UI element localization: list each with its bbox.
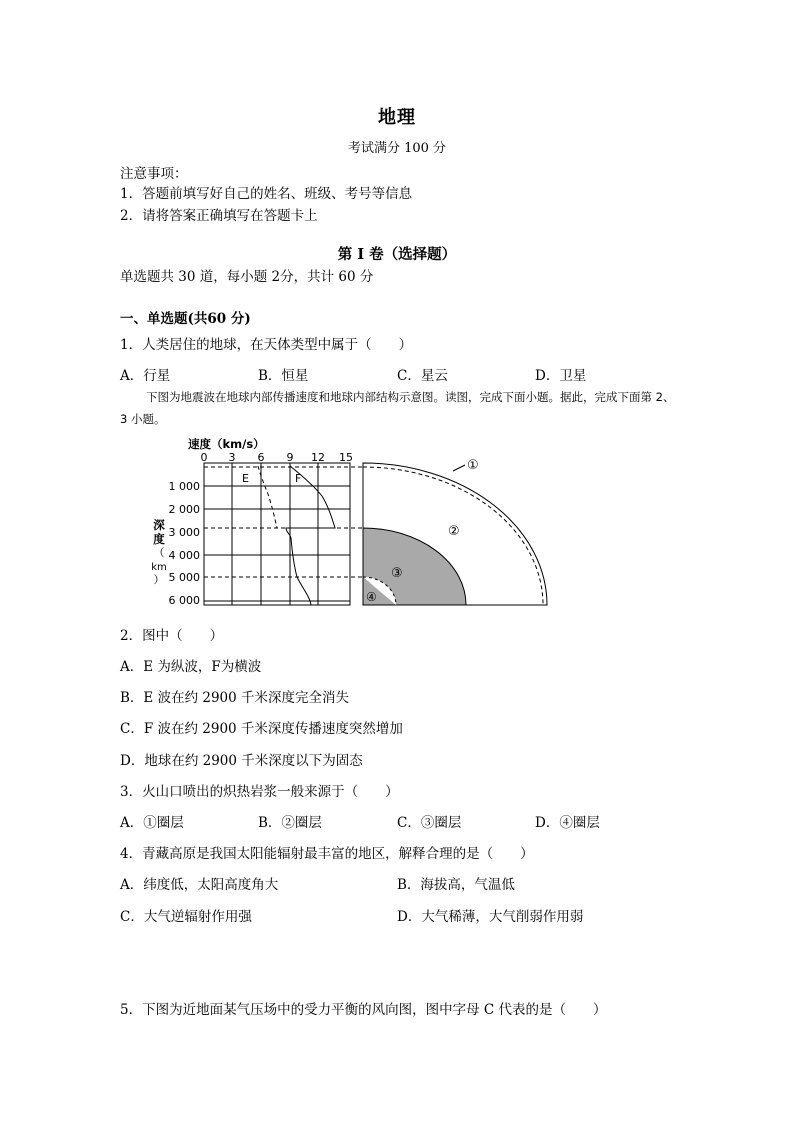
q4-option-c[interactable]: C．大气逆辐射作用强: [120, 909, 252, 925]
f-wave-label: F: [295, 472, 302, 485]
question-3-stem: 3．火山口喷出的炽热岩浆一般来源于（ ）: [120, 784, 399, 800]
depth-axis-label: （: [153, 546, 165, 559]
q2-option-b[interactable]: B．E 波在约 2900 千米深度完全消失: [120, 690, 350, 706]
note-item: 2．请将答案正确填写在答题卡上: [120, 208, 318, 224]
question-4-stem: 4．青藏高原是我国太阳能辐射最丰富的地区，解释合理的是（ ）: [120, 846, 534, 862]
label-1-pointer: [453, 465, 465, 471]
question-2-stem: 2．图中（ ）: [120, 628, 224, 644]
y-tick: 2 000: [168, 503, 200, 516]
q2-option-c[interactable]: C．F 波在约 2900 千米深度传播速度突然增加: [120, 721, 403, 737]
x-tick: 15: [339, 451, 353, 464]
page-title: 地理: [378, 107, 416, 128]
e-wave-label: E: [242, 472, 249, 485]
q1-option-b[interactable]: B．恒星: [258, 368, 309, 384]
notes-label: 注意事项：: [120, 166, 188, 182]
y-tick: 3 000: [168, 526, 200, 539]
layer-label-4: ④: [366, 590, 377, 604]
y-tick: 5 000: [168, 571, 200, 584]
x-tick: 3: [228, 451, 236, 464]
q4-option-b[interactable]: B．海拔高，气温低: [397, 877, 515, 893]
figure-intro-text: 下图为地震波在地球内部传播速度和地球内部结构示意图。读图，完成下面小题。据此，完成下面第 2、3 小题。: [120, 390, 675, 426]
note-item: 1．答题前填写好自己的姓名、班级、考号等信息: [120, 186, 413, 202]
depth-axis-label: 深: [153, 518, 165, 532]
q1-option-a[interactable]: A．行星: [120, 368, 171, 384]
seismic-wave-figure: [140, 434, 560, 614]
depth-axis-label: km: [151, 562, 167, 573]
q2-option-d[interactable]: D．地球在约 2900 千米深度以下为固态: [120, 753, 363, 769]
figure-intro: [120, 386, 680, 430]
x-tick: 12: [311, 451, 325, 464]
x-tick: 0: [200, 451, 208, 464]
q3-option-a[interactable]: A．①圈层: [120, 815, 184, 831]
q1-option-c[interactable]: C．星云: [397, 368, 448, 384]
y-tick: 6 000: [168, 594, 200, 607]
q3-option-c[interactable]: C．③圈层: [397, 815, 462, 831]
section-title: 一、单选题(共60 分): [120, 311, 251, 327]
part-description: 单选题共 30 道，每小题 2分，共计 60 分: [120, 269, 374, 285]
part-title: 第 I 卷（选择题）: [337, 246, 457, 263]
x-tick: 9: [286, 451, 294, 464]
exam-score-note: 考试满分 100 分: [347, 141, 447, 156]
y-tick: 4 000: [168, 549, 200, 562]
q3-option-d[interactable]: D．④圈层: [535, 815, 600, 831]
depth-axis-label: ）: [153, 573, 165, 586]
q4-option-a[interactable]: A．纬度低，太阳高度角大: [120, 877, 279, 893]
q2-option-a[interactable]: A．E 为纵波，F为横波: [120, 659, 262, 675]
speed-axis-label: 速度（km/s）: [188, 437, 265, 451]
q1-option-d[interactable]: D．卫星: [535, 368, 587, 384]
layer-label-2: ②: [448, 524, 460, 539]
f-wave-curve: [286, 466, 335, 605]
x-tick: 6: [257, 451, 265, 464]
q4-option-d[interactable]: D．大气稀薄，大气削弱作用弱: [397, 909, 584, 925]
layer-label-1: ①: [467, 458, 479, 473]
question-5-stem: 5．下图为近地面某气压场中的受力平衡的风向图，图中字母 C 代表的是（ ）: [120, 1002, 607, 1018]
depth-axis-label: 度: [153, 532, 165, 546]
velocity-grid: [204, 463, 350, 605]
y-tick: 1 000: [168, 480, 200, 493]
layer-label-3: ③: [391, 566, 403, 581]
q3-option-b[interactable]: B．②圈层: [258, 815, 322, 831]
question-1-stem: 1．人类居住的地球，在天体类型中属于（ ）: [120, 337, 413, 353]
